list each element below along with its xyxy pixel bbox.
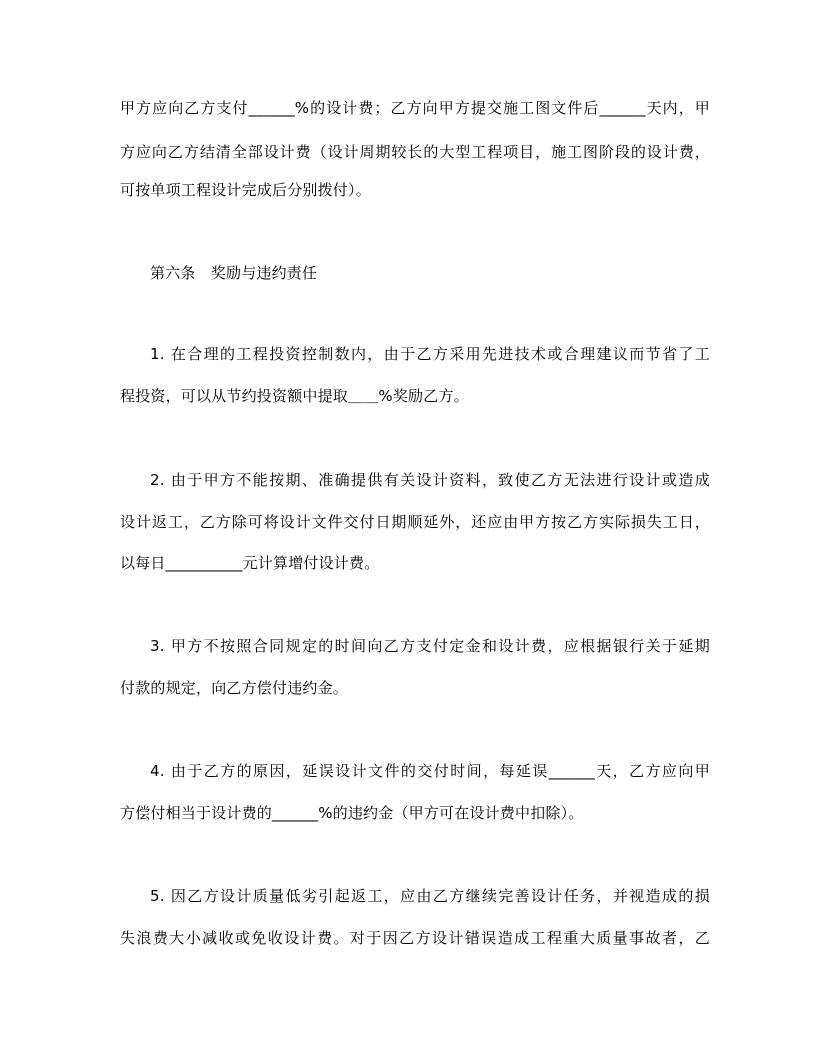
paragraph-line: 失浪费大小减收或免收设计费。对于因乙方设计错误造成工程重大质量事故者，乙 [120, 929, 710, 947]
paragraph-line: 5. 因乙方设计质量低劣引起返工，应由乙方继续完善设计任务，并视造成的损 [150, 887, 710, 905]
paragraph-line: 4. 由于乙方的原因，延误设计文件的交付时间，每延误______天，乙方应向甲 [150, 762, 710, 780]
paragraph-line: 付款的规定，向乙方偿付违约金。 [120, 679, 349, 697]
paragraph-line: 2. 由于甲方不能按期、准确提供有关设计资料，致使乙方无法进行设计或造成 [150, 471, 710, 489]
paragraph-line: 方偿付相当于设计费的______%的违约金（甲方可在设计费中扣除）。 [120, 804, 584, 822]
paragraph-line: 设计返工，乙方除可将设计文件交付日期顺延外，还应由甲方按乙方实际损失工日， [120, 513, 710, 531]
paragraph-line: 3. 甲方不按照合同规定的时间向乙方支付定金和设计费，应根据银行关于延期 [150, 637, 710, 655]
paragraph-line: 程投资，可以从节约投资额中提取＿＿%奖励乙方。 [120, 387, 469, 405]
paragraph-line: 1. 在合理的工程投资控制数内，由于乙方采用先进技术或合理建议而节省了工 [150, 345, 710, 363]
paragraph-line: 以每日__________元计算增付设计费。 [120, 554, 380, 572]
paragraph-line: 方应向乙方结清全部设计费（设计周期较长的大型工程项目，施工图阶段的设计费， [120, 143, 710, 161]
paragraph-line: 甲方应向乙方支付______%的设计费；乙方向甲方提交施工图文件后______天内，甲 [120, 99, 710, 117]
section-heading: 第六条 奖励与违约责任 [150, 264, 318, 282]
paragraph-line: 可按单项工程设计完成后分别拨付）。 [120, 181, 371, 199]
